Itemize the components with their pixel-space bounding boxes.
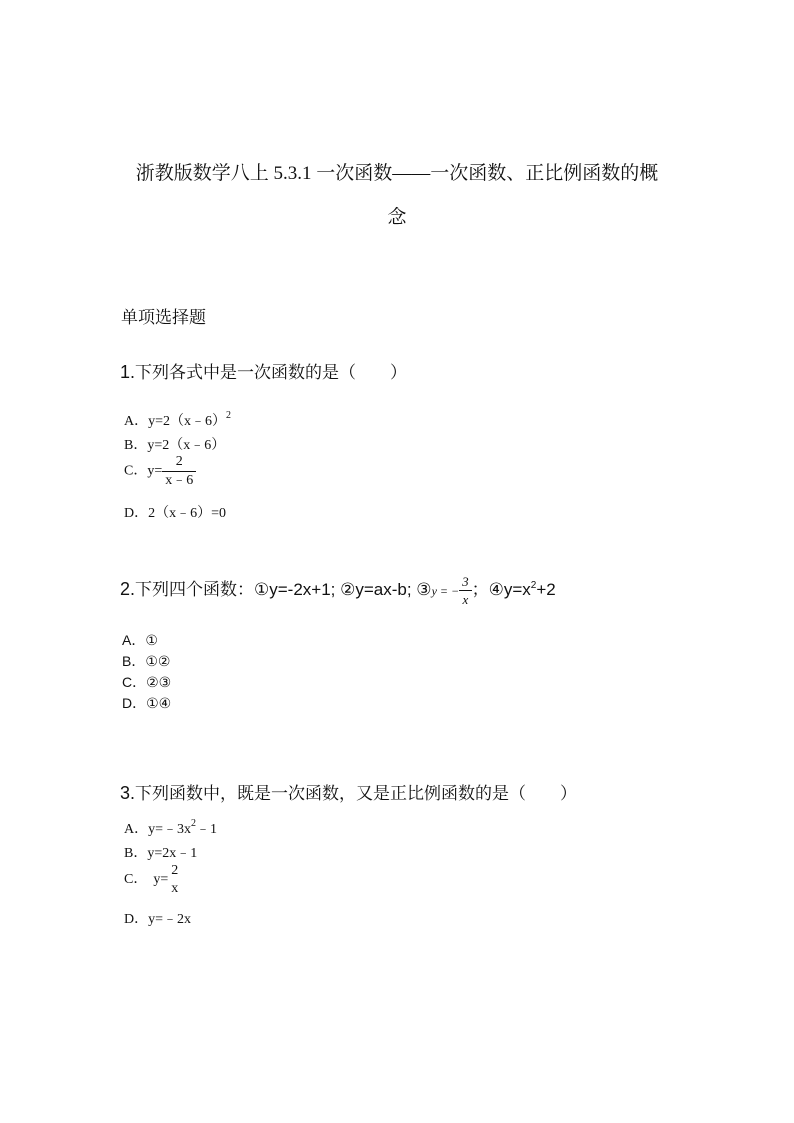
option-label: C． [124,872,148,888]
question-1-option-c [124,455,196,488]
fraction [168,864,181,896]
question-2-option-c [122,672,171,692]
question-1-option-d [124,502,226,522]
question-2-fraction [459,575,472,606]
fraction-numerator: 3 [462,574,469,590]
option-label: D． [122,695,147,711]
option-text: y= [153,872,169,888]
question-2-text-part-3: +2 [536,580,556,599]
fraction-numerator: 2 [175,454,183,469]
option-text: 2（x﹣6）=0 [148,506,227,521]
option-text-tail: ﹣1 [196,822,218,837]
fraction-denominator: x﹣6 [162,471,196,488]
option-label: A． [124,414,149,429]
option-label: B． [122,653,146,669]
question-2-frac-prefix: y = − [431,584,460,598]
fraction-numerator: 2 [171,863,179,878]
question-3-option-c [124,864,181,896]
section-heading: 单项选择题 [121,308,206,327]
option-text: ① [145,632,158,648]
option-label: D． [124,912,149,927]
question-1-option-b [124,434,225,454]
question-3-text: 下列函数中，既是一次函数，又是正比例函数的是（ ） [135,784,578,803]
option-text: y= [147,463,163,479]
option-superscript: 2 [191,818,197,829]
option-text: y=2x﹣1 [147,846,198,861]
question-2-option-b [122,651,170,671]
question-1-number: 1. [120,362,136,382]
document-title-line-1: 浙教版数学八上 5.3.1 一次函数——一次函数、正比例函数的概 [135,163,659,184]
option-label: D． [124,506,149,521]
option-text: y=﹣2x [148,912,192,927]
question-3-option-b [124,842,197,862]
question-1-option-a [124,410,231,430]
question-1-stem [120,358,407,383]
option-text: y=2（x﹣6） [148,414,227,429]
question-2-text-part-2: ；④y=x [471,580,531,599]
option-text: ①④ [146,695,172,711]
question-3-option-d [124,908,191,928]
option-text: ①② [145,653,171,669]
question-3-option-a [124,818,217,838]
question-2-superscript: 2 [530,580,537,591]
question-2-option-a [122,630,158,650]
question-2-option-d [122,693,171,713]
option-label: A． [124,822,149,837]
option-label: C． [122,674,147,690]
question-3-number: 3. [120,783,136,803]
question-2-number: 2. [120,579,136,599]
option-text: ②③ [146,674,172,690]
fraction-denominator: x [171,881,179,896]
fraction-denominator: x [459,590,472,606]
fraction [162,455,196,488]
option-label: A． [122,632,146,648]
option-label: B． [124,846,148,861]
question-3-stem [120,779,577,804]
question-1-text: 下列各式中是一次函数的是（ ） [135,363,408,382]
document-title-line-2: 念 [387,207,407,228]
question-2-stem [120,575,556,606]
option-text: y=2（x﹣6） [147,438,226,453]
option-label: B． [124,438,148,453]
option-text: y=﹣3x [148,822,192,837]
option-label: C． [124,463,148,479]
option-superscript: 2 [226,410,232,421]
question-2-text-part-1: 下列四个函数：①y=-2x+1; ②y=ax-b; ③ [135,580,432,599]
